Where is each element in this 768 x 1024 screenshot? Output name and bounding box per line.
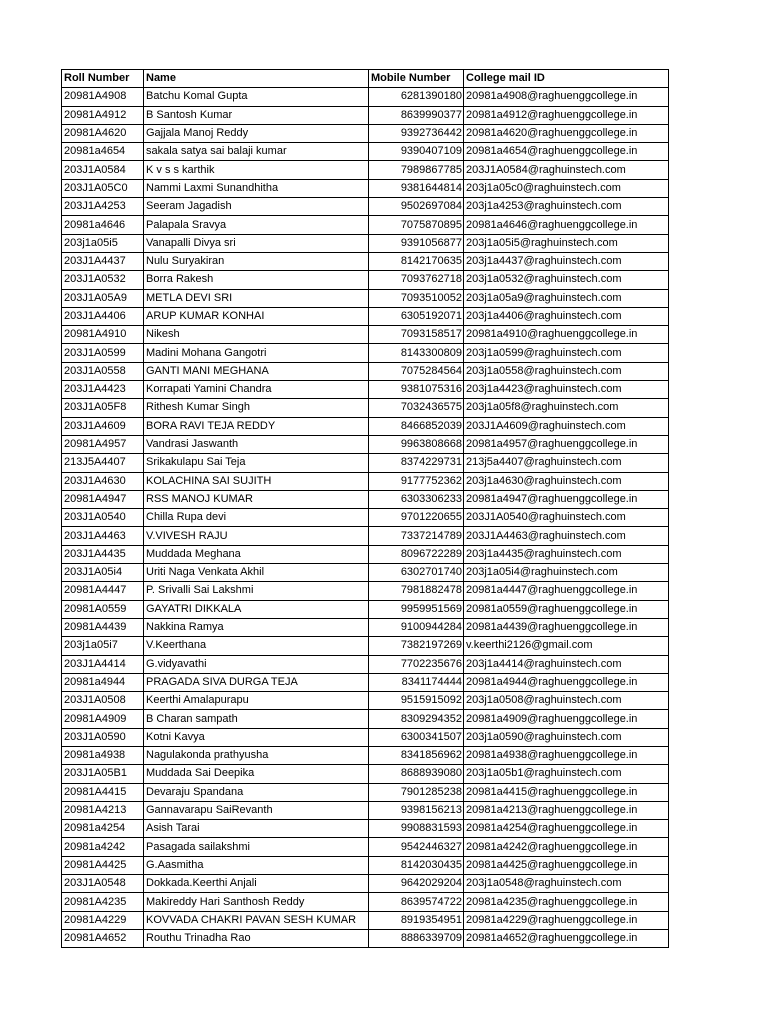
table-row	[62, 783, 669, 801]
college-mail-cell: 20981a4947@raghuenggcollege.in	[464, 490, 669, 508]
mobile-number-cell: 8341174444	[369, 673, 464, 691]
table-row	[62, 856, 669, 874]
name-cell: KOVVADA CHAKRI PAVAN SESH KUMAR	[144, 911, 369, 929]
table-row	[62, 875, 669, 893]
mobile-number-cell: 9542446327	[369, 838, 464, 856]
mobile-number-cell: 9398156213	[369, 801, 464, 819]
college-mail-cell: 20981a4908@raghuenggcollege.in	[464, 88, 669, 106]
mobile-number-cell: 9502697084	[369, 198, 464, 216]
mobile-number-cell: 7093158517	[369, 326, 464, 344]
college-mail-cell: 20981a4620@raghuenggcollege.in	[464, 124, 669, 142]
roll-number-cell: 20981a4654	[62, 143, 144, 161]
mobile-number-cell: 9963808668	[369, 435, 464, 453]
table-row	[62, 179, 669, 197]
mobile-number-cell: 8374229731	[369, 454, 464, 472]
college-mail-cell: 203j1a4437@raghuinstech.com	[464, 252, 669, 270]
name-cell: Rithesh Kumar Singh	[144, 399, 369, 417]
name-cell: BORA RAVI TEJA REDDY	[144, 417, 369, 435]
table-row	[62, 673, 669, 691]
college-mail-cell: 203j1a4630@raghuinstech.com	[464, 472, 669, 490]
name-cell: GAYATRI DIKKALA	[144, 600, 369, 618]
name-cell: METLA DEVI SRI	[144, 289, 369, 307]
roll-number-cell: 20981A0559	[62, 600, 144, 618]
roll-number-cell: 20981A4910	[62, 326, 144, 344]
mobile-number-cell: 9642029204	[369, 875, 464, 893]
college-mail-cell: 20981a4957@raghuenggcollege.in	[464, 435, 669, 453]
mobile-number-cell: 7075870895	[369, 216, 464, 234]
college-mail-cell: 203j1a05c0@raghuinstech.com	[464, 179, 669, 197]
college-mail-cell: 203j1a0590@raghuinstech.com	[464, 728, 669, 746]
mobile-number-cell: 8142170635	[369, 252, 464, 270]
name-cell: G.vidyavathi	[144, 655, 369, 673]
name-cell: B Santosh Kumar	[144, 106, 369, 124]
roll-number-cell: 20981a4944	[62, 673, 144, 691]
table-row	[62, 124, 669, 142]
student-table	[61, 69, 669, 948]
mobile-number-cell: 8639574722	[369, 893, 464, 911]
table-row	[62, 637, 669, 655]
mobile-number-cell: 8309294352	[369, 710, 464, 728]
roll-number-cell: 20981a4254	[62, 820, 144, 838]
name-cell: Devaraju Spandana	[144, 783, 369, 801]
mobile-number-cell: 9390407109	[369, 143, 464, 161]
roll-number-cell: 203J1A05C0	[62, 179, 144, 197]
table-row	[62, 198, 669, 216]
college-mail-cell: 203J1A4609@raghuinstech.com	[464, 417, 669, 435]
roll-number-cell: 203J1A0548	[62, 875, 144, 893]
college-mail-cell: 213j5a4407@raghuinstech.com	[464, 454, 669, 472]
college-mail-cell: 203j1a05i4@raghuinstech.com	[464, 564, 669, 582]
mobile-number-cell: 6303306233	[369, 490, 464, 508]
name-cell: Muddada Sai Deepika	[144, 765, 369, 783]
roll-number-cell: 203J1A4463	[62, 527, 144, 545]
table-row	[62, 490, 669, 508]
name-cell: sakala satya sai balaji kumar	[144, 143, 369, 161]
roll-number-cell: 203J1A4414	[62, 655, 144, 673]
table-row	[62, 417, 669, 435]
mobile-number-cell: 9959951569	[369, 600, 464, 618]
college-mail-cell: 203J1A4463@raghuinstech.com	[464, 527, 669, 545]
mobile-number-cell: 6281390180	[369, 88, 464, 106]
name-cell: Uriti Naga Venkata Akhil	[144, 564, 369, 582]
name-cell: Borra Rakesh	[144, 271, 369, 289]
name-cell: Vanapalli Divya sri	[144, 234, 369, 252]
college-mail-cell: 20981a4415@raghuenggcollege.in	[464, 783, 669, 801]
name-cell: V.VIVESH RAJU	[144, 527, 369, 545]
table-row	[62, 618, 669, 636]
college-mail-cell: 20981a0559@raghuenggcollege.in	[464, 600, 669, 618]
college-mail-cell: 203j1a4423@raghuinstech.com	[464, 381, 669, 399]
mobile-number-cell: 8466852039	[369, 417, 464, 435]
college-mail-cell: 203j1a0558@raghuinstech.com	[464, 362, 669, 380]
roll-number-cell: 20981A4909	[62, 710, 144, 728]
roll-number-cell: 203J1A05B1	[62, 765, 144, 783]
college-mail-cell: 20981a4425@raghuenggcollege.in	[464, 856, 669, 874]
college-mail-cell: 203J1A0540@raghuinstech.com	[464, 509, 669, 527]
mobile-number-cell: 7093762718	[369, 271, 464, 289]
table-row	[62, 435, 669, 453]
mobile-number-cell: 6302701740	[369, 564, 464, 582]
table-row	[62, 161, 669, 179]
roll-number-cell: 203J1A05i4	[62, 564, 144, 582]
mobile-number-cell: 8886339709	[369, 929, 464, 947]
name-cell: Srikakulapu Sai Teja	[144, 454, 369, 472]
table-row	[62, 820, 669, 838]
roll-number-cell: 203J1A0540	[62, 509, 144, 527]
mobile-number-cell: 8919354951	[369, 911, 464, 929]
roll-number-cell: 20981A4912	[62, 106, 144, 124]
college-mail-cell: 203j1a05a9@raghuinstech.com	[464, 289, 669, 307]
college-mail-cell: 203j1a0508@raghuinstech.com	[464, 692, 669, 710]
name-cell: Asish Tarai	[144, 820, 369, 838]
college-mail-cell: 20981a4254@raghuenggcollege.in	[464, 820, 669, 838]
roll-number-cell: 203J1A0508	[62, 692, 144, 710]
mobile-number-cell: 6305192071	[369, 307, 464, 325]
name-cell: Palapala Sravya	[144, 216, 369, 234]
name-cell: Dokkada.Keerthi Anjali	[144, 875, 369, 893]
mobile-number-cell: 7901285238	[369, 783, 464, 801]
table-row	[62, 746, 669, 764]
name-cell: Gajjala Manoj Reddy	[144, 124, 369, 142]
name-cell: Batchu Komal Gupta	[144, 88, 369, 106]
table-row	[62, 929, 669, 947]
college-mail-cell: 20981a4912@raghuenggcollege.in	[464, 106, 669, 124]
mobile-number-cell: 7382197269	[369, 637, 464, 655]
mobile-number-cell: 8096722289	[369, 545, 464, 563]
table-row	[62, 106, 669, 124]
roll-number-cell: 20981A4908	[62, 88, 144, 106]
college-mail-cell: 20981a4938@raghuenggcollege.in	[464, 746, 669, 764]
table-row	[62, 728, 669, 746]
college-mail-cell: 20981a4242@raghuenggcollege.in	[464, 838, 669, 856]
name-cell: Pasagada sailakshmi	[144, 838, 369, 856]
college-mail-cell: 20981a4910@raghuenggcollege.in	[464, 326, 669, 344]
table-row	[62, 509, 669, 527]
name-cell: Vandrasi Jaswanth	[144, 435, 369, 453]
roll-number-cell: 203j1a05i5	[62, 234, 144, 252]
name-cell: V.Keerthana	[144, 637, 369, 655]
college-mail-cell: 20981a4652@raghuenggcollege.in	[464, 929, 669, 947]
college-mail-cell: 20981a4654@raghuenggcollege.in	[464, 143, 669, 161]
header-mobile-number: Mobile Number	[369, 70, 464, 88]
roll-number-cell: 203J1A05F8	[62, 399, 144, 417]
mobile-number-cell: 9392736442	[369, 124, 464, 142]
roll-number-cell: 203j1a05i7	[62, 637, 144, 655]
roll-number-cell: 20981a4242	[62, 838, 144, 856]
roll-number-cell: 203J1A0599	[62, 344, 144, 362]
mobile-number-cell: 8143300809	[369, 344, 464, 362]
name-cell: Routhu Trinadha Rao	[144, 929, 369, 947]
college-mail-cell: 20981a4646@raghuenggcollege.in	[464, 216, 669, 234]
college-mail-cell: 203j1a4435@raghuinstech.com	[464, 545, 669, 563]
college-mail-cell: 203j1a05i5@raghuinstech.com	[464, 234, 669, 252]
college-mail-cell: 203j1a0599@raghuinstech.com	[464, 344, 669, 362]
name-cell: B Charan sampath	[144, 710, 369, 728]
name-cell: Nammi Laxmi Sunandhitha	[144, 179, 369, 197]
name-cell: P. Srivalli Sai Lakshmi	[144, 582, 369, 600]
roll-number-cell: 203J1A4406	[62, 307, 144, 325]
roll-number-cell: 203J1A4437	[62, 252, 144, 270]
name-cell: RSS MANOJ KUMAR	[144, 490, 369, 508]
mobile-number-cell: 9381075316	[369, 381, 464, 399]
table-row	[62, 362, 669, 380]
mobile-number-cell: 6300341507	[369, 728, 464, 746]
table-row	[62, 143, 669, 161]
table-row	[62, 216, 669, 234]
roll-number-cell: 20981A4213	[62, 801, 144, 819]
roll-number-cell: 20981A4652	[62, 929, 144, 947]
roll-number-cell: 20981A4425	[62, 856, 144, 874]
roll-number-cell: 203J1A0590	[62, 728, 144, 746]
college-mail-cell: 20981a4235@raghuenggcollege.in	[464, 893, 669, 911]
roll-number-cell: 203J1A05A9	[62, 289, 144, 307]
name-cell: Chilla Rupa devi	[144, 509, 369, 527]
college-mail-cell: 20981a4439@raghuenggcollege.in	[464, 618, 669, 636]
name-cell: Madini Mohana Gangotri	[144, 344, 369, 362]
mobile-number-cell: 7075284564	[369, 362, 464, 380]
roll-number-cell: 203J1A0558	[62, 362, 144, 380]
roll-number-cell: 203J1A0532	[62, 271, 144, 289]
roll-number-cell: 203J1A4435	[62, 545, 144, 563]
roll-number-cell: 203J1A4630	[62, 472, 144, 490]
table-row	[62, 765, 669, 783]
mobile-number-cell: 9177752362	[369, 472, 464, 490]
mobile-number-cell: 7981882478	[369, 582, 464, 600]
roll-number-cell: 203J1A4609	[62, 417, 144, 435]
roll-number-cell: 213J5A4407	[62, 454, 144, 472]
table-row	[62, 564, 669, 582]
table-row	[62, 600, 669, 618]
mobile-number-cell: 9701220655	[369, 509, 464, 527]
mobile-number-cell: 7032436575	[369, 399, 464, 417]
name-cell: ARUP KUMAR KONHAI	[144, 307, 369, 325]
college-mail-cell: 20981a4909@raghuenggcollege.in	[464, 710, 669, 728]
roll-number-cell: 203J1A4253	[62, 198, 144, 216]
name-cell: GANTI MANI MEGHANA	[144, 362, 369, 380]
header-name: Name	[144, 70, 369, 88]
table-row	[62, 710, 669, 728]
college-mail-cell: 203j1a05b1@raghuinstech.com	[464, 765, 669, 783]
name-cell: Gannavarapu SaiRevanth	[144, 801, 369, 819]
name-cell: Korrapati Yamini Chandra	[144, 381, 369, 399]
roll-number-cell: 203J1A4423	[62, 381, 144, 399]
roll-number-cell: 20981A4415	[62, 783, 144, 801]
name-cell: Kotni Kavya	[144, 728, 369, 746]
roll-number-cell: 203J1A0584	[62, 161, 144, 179]
table-row	[62, 307, 669, 325]
mobile-number-cell: 9515915092	[369, 692, 464, 710]
mobile-number-cell: 8688939080	[369, 765, 464, 783]
name-cell: KOLACHINA SAI SUJITH	[144, 472, 369, 490]
roll-number-cell: 20981A4447	[62, 582, 144, 600]
name-cell: Nikesh	[144, 326, 369, 344]
table-row	[62, 399, 669, 417]
mobile-number-cell: 8142030435	[369, 856, 464, 874]
name-cell: Nulu Suryakiran	[144, 252, 369, 270]
name-cell: Keerthi Amalapurapu	[144, 692, 369, 710]
name-cell: PRAGADA SIVA DURGA TEJA	[144, 673, 369, 691]
college-mail-cell: 203j1a0548@raghuinstech.com	[464, 875, 669, 893]
header-roll-number: Roll Number	[62, 70, 144, 88]
mobile-number-cell: 7093510052	[369, 289, 464, 307]
table-row	[62, 271, 669, 289]
name-cell: Nagulakonda prathyusha	[144, 746, 369, 764]
table-row	[62, 454, 669, 472]
table-row	[62, 692, 669, 710]
table-row	[62, 655, 669, 673]
college-mail-cell: v.keerthi2126@gmail.com	[464, 637, 669, 655]
college-mail-cell: 20981a4944@raghuenggcollege.in	[464, 673, 669, 691]
roll-number-cell: 20981a4646	[62, 216, 144, 234]
table-row	[62, 838, 669, 856]
table-row	[62, 472, 669, 490]
college-mail-cell: 203j1a05f8@raghuinstech.com	[464, 399, 669, 417]
college-mail-cell: 203j1a4414@raghuinstech.com	[464, 655, 669, 673]
table-row	[62, 88, 669, 106]
table-row	[62, 582, 669, 600]
table-row	[62, 326, 669, 344]
table-row	[62, 381, 669, 399]
header-row	[62, 70, 669, 88]
roll-number-cell: 20981A4957	[62, 435, 144, 453]
name-cell: Seeram Jagadish	[144, 198, 369, 216]
table-row	[62, 801, 669, 819]
table-row	[62, 344, 669, 362]
table-row	[62, 893, 669, 911]
mobile-number-cell: 9381644814	[369, 179, 464, 197]
roll-number-cell: 20981A4235	[62, 893, 144, 911]
mobile-number-cell: 7989867785	[369, 161, 464, 179]
roll-number-cell: 20981A4439	[62, 618, 144, 636]
college-mail-cell: 203j1a0532@raghuinstech.com	[464, 271, 669, 289]
mobile-number-cell: 7337214789	[369, 527, 464, 545]
mobile-number-cell: 8639990377	[369, 106, 464, 124]
table-row	[62, 252, 669, 270]
table-row	[62, 911, 669, 929]
college-mail-cell: 203J1A0584@raghuinstech.com	[464, 161, 669, 179]
table-row	[62, 289, 669, 307]
roll-number-cell: 20981a4938	[62, 746, 144, 764]
college-mail-cell: 20981a4213@raghuenggcollege.in	[464, 801, 669, 819]
name-cell: K v s s karthik	[144, 161, 369, 179]
name-cell: Nakkina Ramya	[144, 618, 369, 636]
mobile-number-cell: 9908831593	[369, 820, 464, 838]
name-cell: G.Aasmitha	[144, 856, 369, 874]
name-cell: Muddada Meghana	[144, 545, 369, 563]
college-mail-cell: 20981a4447@raghuenggcollege.in	[464, 582, 669, 600]
header-college-mail: College mail ID	[464, 70, 669, 88]
mobile-number-cell: 8341856962	[369, 746, 464, 764]
table-row	[62, 234, 669, 252]
name-cell: Makireddy Hari Santhosh Reddy	[144, 893, 369, 911]
roll-number-cell: 20981A4620	[62, 124, 144, 142]
table-row	[62, 527, 669, 545]
college-mail-cell: 20981a4229@raghuenggcollege.in	[464, 911, 669, 929]
roll-number-cell: 20981A4229	[62, 911, 144, 929]
mobile-number-cell: 7702235676	[369, 655, 464, 673]
college-mail-cell: 203j1a4406@raghuinstech.com	[464, 307, 669, 325]
roll-number-cell: 20981A4947	[62, 490, 144, 508]
mobile-number-cell: 9100944284	[369, 618, 464, 636]
table-row	[62, 545, 669, 563]
mobile-number-cell: 9391056877	[369, 234, 464, 252]
college-mail-cell: 203j1a4253@raghuinstech.com	[464, 198, 669, 216]
